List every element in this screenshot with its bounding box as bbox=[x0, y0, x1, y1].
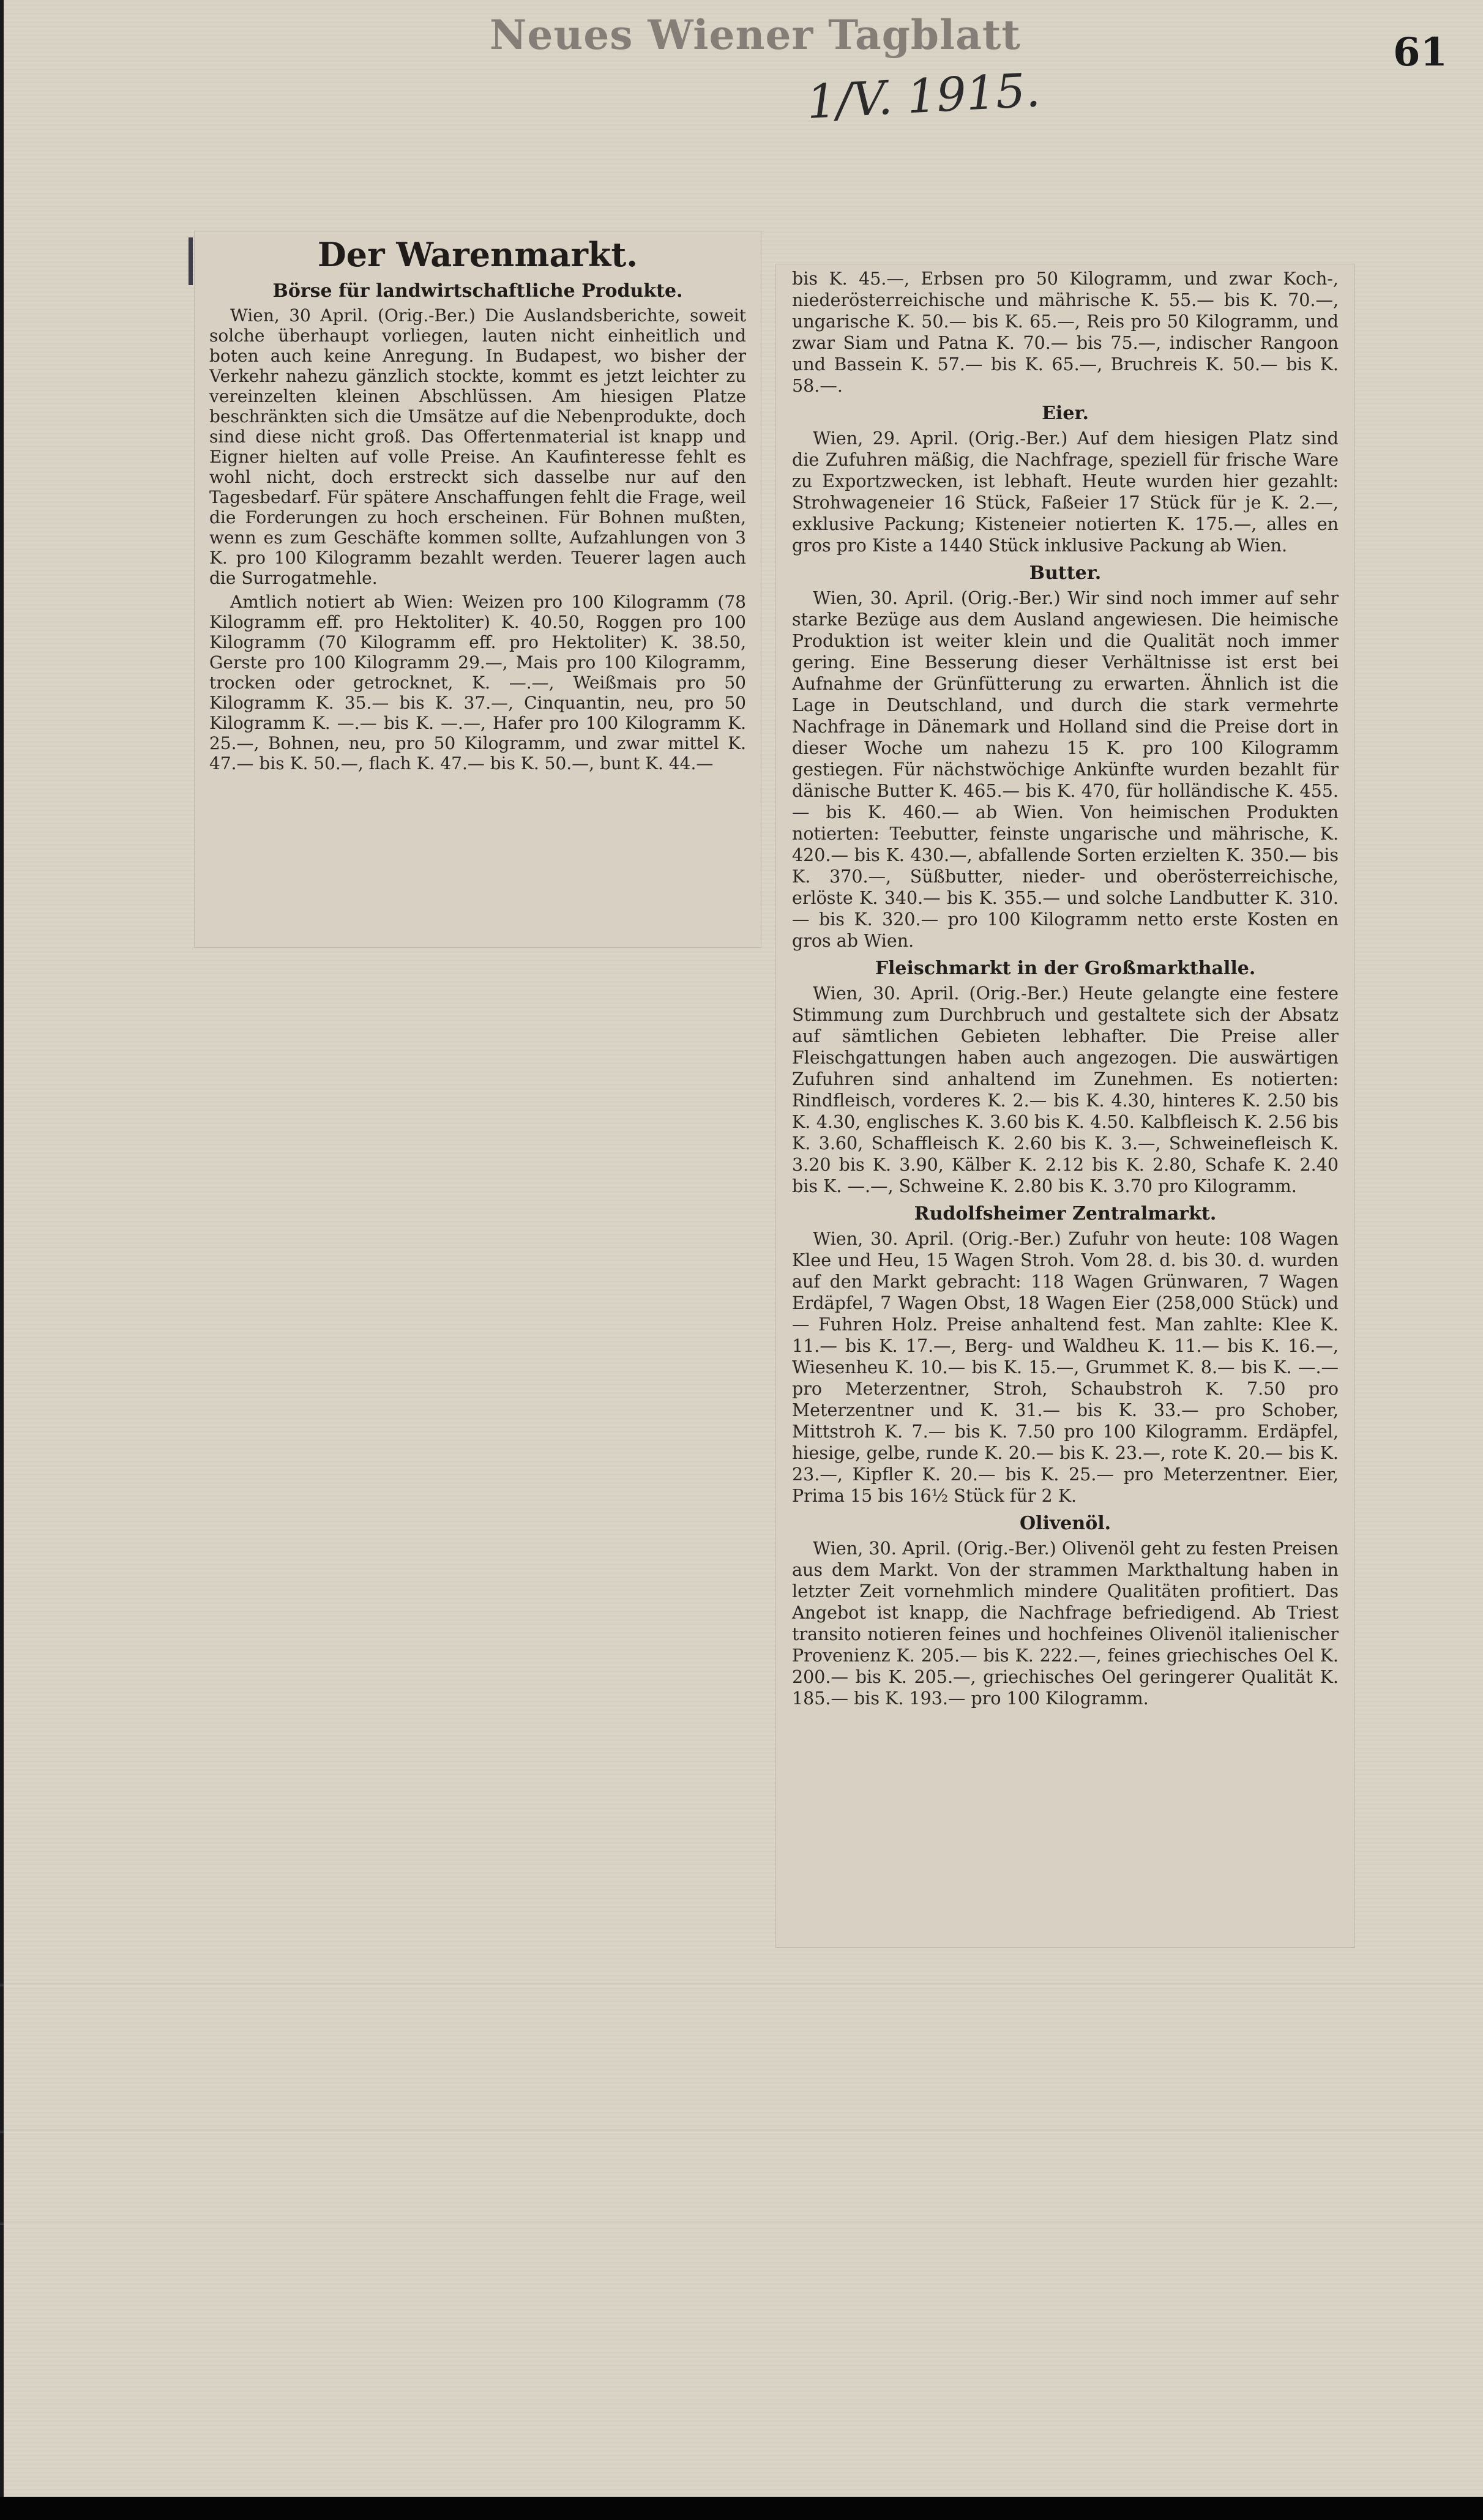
section-body bbox=[792, 428, 1339, 556]
scan-border bbox=[0, 2497, 1483, 2520]
left-clipping bbox=[195, 231, 761, 947]
article-paragraph: Wien, 30. April. (Orig.-Ber.) Heute gelangte eine festere Stimmung zum Durchbruch und gestaltete sich der Absatz auf sämtlichen Gebieten lebhafter. Die Preise aller Fleischgattungen haben auch angezogen. Die auswärtigen Zufuhren sind anhaltend im Zunehmen. Es notierten: Rindfleisch, vorderes K. 2.— bis K. 4.30, hinteres K. 2.50 bis K. 4.30, englisches K. 3.60 bis K. 4.50. Kalbfleisch K. 2.56 bis K. 3.60, Schaffleisch K. 2.60 bis K. 3.—, Schweinefleisch K. 3.20 bis K. 3.90, Kälber K. 2.12 bis K. 2.80, Schafe K. 2.40 bis K. —.—, Schweine K. 2.80 bis K. 3.70 pro Kilogramm. bbox=[792, 983, 1339, 1196]
article-paragraph: Wien, 30. April. (Orig.-Ber.) Zufuhr von heute: 108 Wagen Klee und Heu, 15 Wagen Stroh. Vom 28. d. bis 30. d. wurden auf den Markt gebracht: 118 Wagen Grünwaren, 7 Wagen Erdäpfel, 7 Wagen Obst, 18 Wagen Eier (258,000 Stück) und — Fuhren Holz. Preise anhaltend fest. Man zahlte: Klee K. 11.— bis K. 17.—, Berg- und Waldheu K. 11.— bis K. 16.—, Wiesenheu K. 10.— bis K. 15.—, Grummet K. 8.— bis K. —.— pro Meterzentner, Stroh, Schaubstroh K. 7.50 pro Meterzentner und K. 31.— bis K. 33.— pro Schober, Mittstroh K. 7.— bis K. 7.50 pro 100 Kilogramm. Erdäpfel, hiesige, gelbe, runde K. 20.— bis K. 23.—, rote K. 20.— bis K. 23.—, Kipfler K. 20.— bis K. 25.— pro Meterzentner. Eier, Prima 15 bis 16½ Stück für 2 K. bbox=[792, 1229, 1339, 1506]
section-heading-eier: Eier. bbox=[1042, 403, 1089, 424]
handwritten-date: 1/V. 1915. bbox=[805, 62, 1042, 129]
section-body bbox=[792, 983, 1339, 1197]
article-paragraph: Amtlich notiert ab Wien: Weizen pro 100 Kilogramm (78 Kilogramm eff. pro Hektoliter) K. 40.50, Roggen pro 100 Kilogramm (70 Kilogramm eff. pro Hektoliter) K. 38.50, Gerste pro 100 Kilogramm 29.—, Mais pro 100 Kilogramm, trocken oder getrocknet, K. —.—, Weißmais pro 50 Kilogramm K. 35.— bis K. 37.—, Cinquantin, neu, pro 50 Kilogramm K. —.— bis K. —.—, Hafer pro 100 Kilogramm K. 25.—, Bohnen, neu, pro 50 Kilogramm, und zwar mittel K. 47.— bis K. 50.—, flach K. 47.— bis K. 50.—, bunt K. 44.— bbox=[209, 592, 746, 774]
article-paragraph: Wien, 30 April. (Orig.-Ber.) Die Auslandsberichte, soweit solche überhaupt vorliegen, lauten nicht einheitlich und boten auch keine Anregung. In Budapest, wo bisher der Verkehr nahezu gänzlich stockte, kommt es jetzt leichter zu vereinzelten kleinen Abschlüssen. Am hiesigen Platze beschränkten sich die Umsätze auf die Nebenprodukte, doch sind diese nicht groß. Das Offertenmaterial ist knapp und Eigner hielten auf volle Preise. An Kaufinteresse fehlt es wohl nicht, doch erstreckt sich dasselbe nur auf den Tagesbedarf. Für spätere Anschaffungen fehlt die Frage, weil die Forderungen zu hoch erscheinen. Für Bohnen mußten, wenn es zum Geschäfte kommen sollte, Aufzahlungen von 3 K. pro 100 Kilogramm bezahlt werden. Teuerer lagen auch die Surrogatmehle. bbox=[209, 305, 746, 588]
right-clipping bbox=[776, 264, 1354, 1947]
clipping-subtitle: Börse für landwirtschaftliche Produkte. bbox=[272, 280, 683, 302]
section-heading-butter: Butter. bbox=[1029, 562, 1102, 584]
paper-fold bbox=[0, 2221, 1483, 2225]
sheet-left-edge bbox=[0, 0, 4, 2497]
newspaper-stamp: Neues Wiener Tagblatt bbox=[490, 11, 1021, 59]
paper-fold bbox=[0, 1983, 1483, 1986]
article-paragraph: Wien, 30. April. (Orig.-Ber.) Wir sind noch immer auf sehr starke Bezüge aus dem Ausland angewiesen. Die heimische Produktion ist weiter klein und die Qualität noch immer gering. Eine Besserung dieser Verhältnisse ist erst bei Aufnahme der Grünfütterung zu erwarten. Ähnlich ist die Lage in Deutschland, und durch die stark vermehrte Nachfrage in Dänemark und Holland sind die Preise dort in dieser Woche um nahezu 15 K. pro 100 Kilogramm gestiegen. Für nächstwöchige Ankünfte wurden bezahlt für dänische Butter K. 465.— bis K. 470, für holländische K. 455.— bis K. 460.— ab Wien. Von heimischen Produkten notierten: Teebutter, feinste ungarische und mährische, K. 420.— bis K. 430.—, abfallende Sorten erzielten K. 350.— bis K. 370.—, Süßbutter, nieder- und oberösterreichische, erlöste K. 340.— bis K. 355.— und solche Landbutter K. 310.— bis K. 320.— pro 100 Kilogramm netto erste Kosten en gros ab Wien. bbox=[792, 588, 1339, 951]
section-body bbox=[792, 1538, 1339, 1709]
article-paragraph: Wien, 29. April. (Orig.-Ber.) Auf dem hiesigen Platz sind die Zufuhren mäßig, die Nachfrage, speziell für frische Ware zu Exportzwecken, ist lebhaft. Heute wurden hier gezahlt: Strohwageneier 16 Stück, Faßeier 17 Stück für je K. 2.—, exklusive Packung; Kisteneier notierten K. 175.—, alles en gros pro Kiste a 1440 Stück inklusive Packung ab Wien. bbox=[792, 428, 1339, 556]
section-heading-fleischmarkt: Fleischmarkt in der Großmarkthalle. bbox=[875, 958, 1256, 979]
clipping-title: Der Warenmarkt. bbox=[317, 235, 638, 274]
section-heading-olivenoel: Olivenöl. bbox=[1019, 1513, 1111, 1534]
article-body bbox=[792, 268, 1339, 397]
article-paragraph: Wien, 30. April. (Orig.-Ber.) Olivenöl geht zu festen Preisen aus dem Markt. Von der strammen Markthaltung haben in letzter Zeit vornehmlich mindere Qualitäten profitiert. Das Angebot ist knapp, die Nachfrage befriedigend. Ab Triest transito notieren feines und hochfeines Olivenöl italienischer Provenienz K. 205.— bis K. 222.—, feines griechisches Oel K. 200.— bis K. 205.—, griechisches Oel geringerer Qualität K. 185.— bis K. 193.— pro 100 Kilogramm. bbox=[792, 1538, 1339, 1709]
paper-fold bbox=[0, 2130, 1483, 2133]
page-number: 61 bbox=[1393, 29, 1448, 75]
blue-edge-mark bbox=[189, 237, 193, 285]
section-body bbox=[792, 1228, 1339, 1507]
article-paragraph: bis K. 45.—, Erbsen pro 50 Kilogramm, und zwar Koch-, niederösterreichische und mährische K. 55.— bis K. 70.—, ungarische K. 50.— bis K. 65.—, Reis pro 50 Kilogramm, und zwar Siam und Patna K. 70.— bis 75.—, indischer Rangoon und Bassein K. 57.— bis K. 65.—, Bruchreis K. 50.— bis K. 58.—. bbox=[792, 269, 1339, 396]
article-body bbox=[209, 305, 746, 774]
section-heading-zentralmarkt: Rudolfsheimer Zentralmarkt. bbox=[914, 1203, 1217, 1225]
section-body bbox=[792, 587, 1339, 952]
